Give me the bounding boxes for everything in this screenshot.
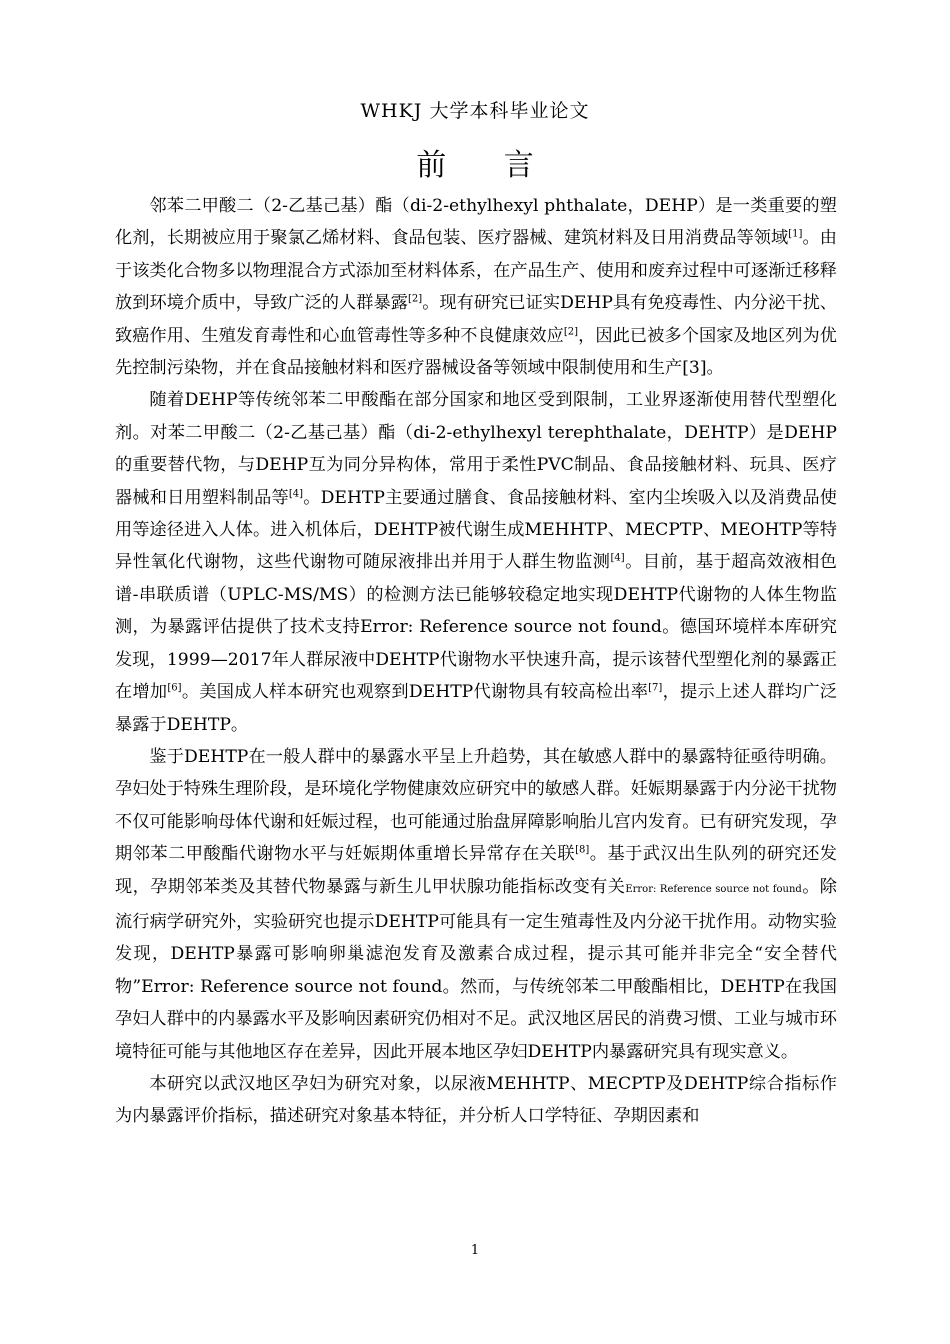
page-number: 1 [470,1243,480,1258]
text-run: 。美国成人样本研究也观察到DEHTP代谢物具有较高检出率 [181,682,649,703]
text-run: 鉴于DEHTP在一般人群中的暴露水平呈上升趋势，其在敏感人群中的暴露特征亟待明确。孕妇处于特殊生理阶段，是环境化学物健康效应研究中的敏感人群。妊娠期暴露于内分泌干扰物不仅可能影响母体代谢和妊娠过程，也可能通过胎盘屏障影响胎儿宫内发育。已有研究发现，孕期邻苯二甲酸酯代谢物水平与妊娠期体重增长异常存在关联 [115,746,837,865]
section-title: 前 言 [416,148,558,183]
page-header: WHKJ 大学本科毕业论文 [360,100,590,122]
text-run: 。DEHTP主要通过膳食、食品接触材料、室内尘埃吸入以及消费品使用等途径进入人体。进入机体后，DEHTP被代谢生成MEHHTP、MECPTP、MEOHTP等特异性氧化代谢物，这些代谢物可随尿液排出并用于人群生物监测 [115,487,837,573]
paragraph-3 [115,741,837,1068]
body-text [115,190,837,1133]
citation: [2] [407,293,423,305]
citation: [2] [563,325,579,337]
text-run: 。由于该类化合物多以物理混合方式添加至材料体系，在产品生产、使用和废弃过程中可逐渐迁移释放到环境介质中，导致广泛的人群暴露 [115,228,837,314]
text-run: 邻苯二甲酸二（2-乙基己基）酯（di-2-ethylhexyl phthalate，DEHP）是一类重要的塑化剂，长期被应用于聚氯乙烯材料、食品包装、医疗器械、建筑材料及日用消费品等领域 [115,196,837,249]
text-run: ，提示上述人群均广泛暴露于DEHTP。 [115,682,837,735]
text-run: 随着DEHP等传统邻苯二甲酸酯在部分国家和地区受到限制，工业界逐渐使用替代型塑化剂。对苯二甲酸二（2-乙基己基）酯（di-2-ethylhexyl terephthalate，DEHTP）是DEHP的重要替代物，与DEHP互为同分异构体，常用于柔性PVC制品、食品接触材料、玩具、医疗器械和日用塑料制品等 [115,390,837,508]
citation: [4] [288,487,304,499]
text-run: 。目前，基于超高效液相色谱-串联质谱（UPLC-MS/MS）的检测方法已能够较稳定地实现DEHTP代谢物的人体生物监测，为暴露评估提供了技术支持Error: Reference source not found。德国环境样本库研究发现，1999—2017年人群尿液中DEHTP代谢物水平快速升高，提示该替代型塑化剂的暴露正在增加 [115,552,837,703]
text-run: 。基于武汉出生队列的研究还发现，孕期邻苯类及其替代物暴露与新生儿甲状腺功能指标改变有关 [115,844,837,897]
citation: [1] [788,228,803,240]
text-run: 。除流行病学研究外，实验研究也提示DEHTP可能具有一定生殖毒性及内分泌干扰作用。动物实验发现，DEHTP暴露可影响卵巢滤泡发育及激素合成过程，提示其可能并非完全“安全替代物”Error: Reference source not found。然而，与传统邻苯二甲酸酯相比，DEHTP在我国孕妇人群中的内暴露水平及影响因素研究仍相对不足。武汉地区居民的消费习惯、工业与城市环境特征可能与其他地区存在差异，因此开展本地区孕妇DEHTP内暴露研究具有现实意义。 [115,876,837,1062]
paragraph-2 [115,384,837,740]
reference-error: Error: Reference source not found [625,883,802,895]
paragraph-4 [115,1068,837,1133]
citation: [4] [610,552,625,564]
citation: [8] [575,844,590,856]
text-run: 。现有研究已证实DEHP具有免疫毒性、内分泌干扰、致癌作用、生殖发育毒性和心血管毒性等多种不良健康效应 [115,293,837,346]
citation: [7] [648,682,663,694]
text-run: 本研究以武汉地区孕妇为研究对象，以尿液MEHHTP、MECPTP及DEHTP综合指标作为内暴露评价指标，描述研究对象基本特征，并分析人口学特征、孕期因素和 [115,1073,837,1127]
citation: [6] [167,682,182,694]
text-run: ，因此已被多个国家及地区列为优先控制污染物，并在食品接触材料和医疗器械设备等领域中限制使用和生产[3]。 [115,325,837,379]
paragraph-1 [115,190,837,384]
